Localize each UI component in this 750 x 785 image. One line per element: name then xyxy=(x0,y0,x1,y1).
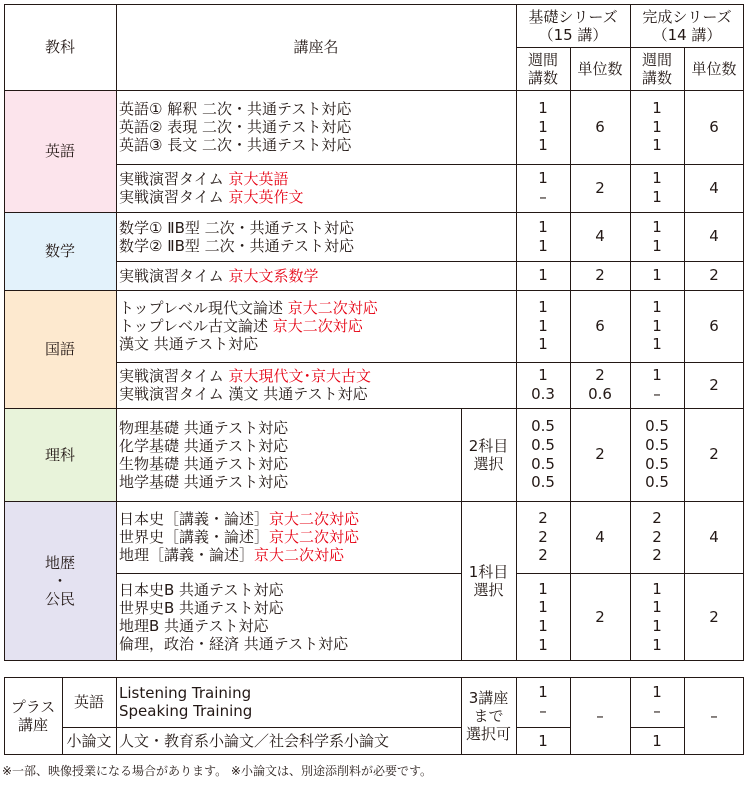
border xyxy=(116,4,117,661)
border xyxy=(516,573,744,574)
complete-units: 6 xyxy=(709,316,719,335)
course-list-math-main xyxy=(116,212,516,261)
complete-weekly: 1 1 xyxy=(652,217,662,255)
border xyxy=(4,212,744,213)
course-list-social-common xyxy=(116,573,461,661)
course-name-header: 講座名 xyxy=(293,38,339,56)
basic-weekly: 1 0.3 xyxy=(531,366,555,403)
basic-weekly: 2 2 2 xyxy=(538,508,548,565)
border xyxy=(4,408,744,409)
complete-units-header: 単位数 xyxy=(691,59,737,78)
border xyxy=(116,573,461,574)
complete-weekly: 1 xyxy=(652,731,662,750)
basic-units: 6 xyxy=(595,117,605,136)
course-list-science xyxy=(116,408,461,501)
complete-units: 6 xyxy=(709,117,719,136)
border xyxy=(684,677,685,755)
border xyxy=(4,754,744,755)
basic-units: 6 xyxy=(595,316,605,335)
basic-units: 2 xyxy=(595,266,605,285)
complete-units: 4 xyxy=(709,527,719,546)
basic-units-header: 単位数 xyxy=(577,59,623,78)
course-item: トップレベル現代文論述 京大二次対応 xyxy=(119,299,378,317)
course-list-english-practice xyxy=(116,164,516,212)
course-item: 地学基礎 共通テスト対応 xyxy=(119,472,289,491)
course-item: 実戦演習タイム 京大英作文 xyxy=(119,188,304,206)
complete-units: 2 xyxy=(709,445,719,464)
complete-units: 4 xyxy=(709,227,719,246)
basic-units: 2 xyxy=(595,445,605,464)
border xyxy=(4,677,744,678)
complete-units: 2 xyxy=(709,266,719,285)
basic-units: 2 xyxy=(595,178,605,197)
course-item: 英語③ 長文 二次・共通テスト対応 xyxy=(119,136,352,154)
course-item: 日本史B 共通テスト対応 xyxy=(119,581,284,599)
course-item: 世界史B 共通テスト対応 xyxy=(119,599,284,617)
course-list-english-main xyxy=(116,90,516,164)
border xyxy=(4,4,744,5)
border xyxy=(570,677,571,755)
basic-weekly: 1 – xyxy=(538,683,548,720)
course-item: 倫理，政治・経済 共通テスト対応 xyxy=(119,635,349,653)
course-item: 世界史［講義・論述］京大二次対応 xyxy=(119,528,360,546)
footnote: ※一部、映像授業になる場合があります。 ※小論文は、別途添削料が必要です。 xyxy=(2,764,433,778)
border xyxy=(516,47,744,48)
science-select-note: 2科目 選択 xyxy=(468,436,509,473)
border xyxy=(4,90,744,91)
basic-weekly: 1 1 xyxy=(538,217,548,255)
border xyxy=(116,164,744,165)
border xyxy=(516,677,517,755)
course-item: 実戦演習タイム 京大文系数学 xyxy=(119,266,319,285)
course-item: 日本史［講義・論述］京大二次対応 xyxy=(119,510,360,528)
complete-weekly: 2 2 2 xyxy=(652,508,662,565)
course-list-social-main xyxy=(116,501,461,573)
course-item: 英語② 表現 二次・共通テスト対応 xyxy=(119,118,352,136)
basic-weekly: 1 xyxy=(538,266,548,285)
plus-english-label: 英語 xyxy=(73,693,104,711)
complete-units: 2 xyxy=(709,375,719,394)
border xyxy=(62,727,461,728)
course-list-japanese-main xyxy=(116,290,516,362)
border xyxy=(116,362,744,363)
course-item: 地理B 共通テスト対応 xyxy=(119,617,269,635)
course-table xyxy=(4,4,744,661)
plus-english-courses xyxy=(116,677,461,727)
basic-weekly: 1 1 1 xyxy=(538,297,548,354)
basic-units: – xyxy=(596,706,604,725)
complete-weekly-header: 週間 講数 xyxy=(641,50,672,87)
course-item: Speaking Training xyxy=(119,702,253,720)
course-item: 英語① 解釈 二次・共通テスト対応 xyxy=(119,100,352,118)
border xyxy=(116,677,117,755)
course-list-japanese-practice xyxy=(116,362,516,408)
complete-weekly: 1 1 1 xyxy=(652,98,662,155)
course-item: 生物基礎 共通テスト対応 xyxy=(119,454,289,473)
border xyxy=(516,4,517,661)
plus-essay-course: 人文・教育系小論文／社会科学系小論文 xyxy=(119,732,390,750)
plus-course-table xyxy=(4,677,744,755)
basic-units: 2 xyxy=(595,607,605,626)
complete-weekly: 1 – xyxy=(652,366,662,403)
border xyxy=(4,501,744,502)
complete-units: 4 xyxy=(709,178,719,197)
course-item: 漢文 共通テスト対応 xyxy=(119,335,259,353)
course-item: 化学基礎 共通テスト対応 xyxy=(119,436,289,455)
complete-weekly: 1 1 1 xyxy=(652,297,662,354)
border xyxy=(62,677,63,755)
basic-units: 4 xyxy=(595,527,605,546)
subject-header: 教科 xyxy=(44,38,75,56)
complete-weekly: 1 xyxy=(652,266,662,285)
subject-japanese: 国語 xyxy=(44,340,75,358)
plus-label: プラス 講座 xyxy=(10,698,56,734)
plus-essay-label: 小論文 xyxy=(66,732,112,750)
course-item: 物理基礎 共通テスト対応 xyxy=(119,418,289,437)
basic-weekly: 0.5 0.5 0.5 0.5 xyxy=(531,417,555,492)
social-select-note: 1科目 選択 xyxy=(468,563,509,599)
basic-weekly-header: 週間 講数 xyxy=(527,50,558,87)
border xyxy=(570,47,571,661)
course-list-math-practice xyxy=(116,261,516,290)
complete-units: – xyxy=(710,706,718,725)
border xyxy=(4,4,5,661)
course-item: 実戦演習タイム 京大現代文･京大古文 xyxy=(119,367,371,385)
complete-weekly: 1 1 1 1 xyxy=(652,579,662,654)
complete-weekly: 0.5 0.5 0.5 0.5 xyxy=(645,417,669,492)
course-item: Listening Training xyxy=(119,684,252,702)
subject-english: 英語 xyxy=(44,142,75,160)
course-item: 実戦演習タイム 漢文 共通テスト対応 xyxy=(119,385,368,403)
border xyxy=(630,677,631,755)
complete-weekly: 1 1 xyxy=(652,169,662,206)
border xyxy=(516,727,570,728)
border xyxy=(4,660,744,661)
border xyxy=(684,47,685,661)
plus-select-note: 3講座 まで 選択可 xyxy=(465,689,511,743)
subject-math: 数学 xyxy=(44,242,75,260)
border xyxy=(461,677,462,755)
basic-weekly: 1 – xyxy=(538,169,548,206)
border xyxy=(743,677,744,755)
basic-weekly: 1 1 1 xyxy=(538,98,548,155)
basic-units: 4 xyxy=(595,227,605,246)
basic-weekly: 1 1 1 1 xyxy=(538,579,548,654)
course-item: 実戦演習タイム 京大英語 xyxy=(119,170,289,188)
course-item: 数学② ⅡB型 二次・共通テスト対応 xyxy=(119,236,355,255)
border xyxy=(630,4,631,661)
course-item: 数学① ⅡB型 二次・共通テスト対応 xyxy=(119,218,355,237)
complete-units: 2 xyxy=(709,607,719,626)
basic-series-header: 基礎シリーズ （15 講） xyxy=(528,7,618,44)
complete-series-header: 完成シリーズ （14 講） xyxy=(642,7,732,44)
border xyxy=(116,261,744,262)
border xyxy=(4,677,5,755)
border xyxy=(4,290,744,291)
border xyxy=(461,408,462,661)
basic-weekly: 1 xyxy=(538,731,548,750)
course-item: 地理［講義・論述］京大二次対応 xyxy=(119,546,345,564)
border xyxy=(630,727,684,728)
course-item: トップレベル古文論述 京大二次対応 xyxy=(119,317,363,335)
subject-science: 理科 xyxy=(44,445,75,464)
subject-social: 地歴 ・ 公民 xyxy=(44,554,75,608)
basic-units: 2 0.6 xyxy=(588,366,612,403)
border xyxy=(743,4,744,661)
complete-weekly: 1 – xyxy=(652,683,662,720)
